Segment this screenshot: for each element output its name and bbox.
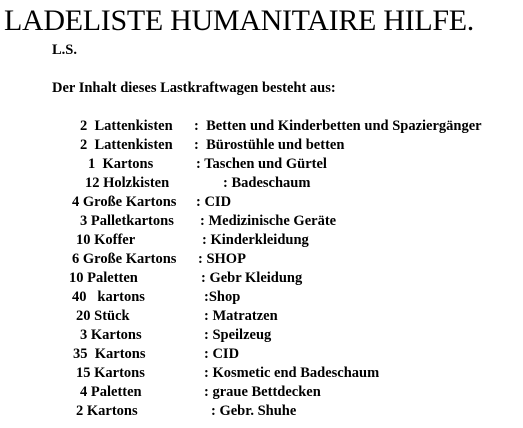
item-quantity: 2 Kartons (76, 403, 138, 419)
list-item (0, 117, 523, 136)
item-quantity: 3 Kartons (80, 327, 142, 343)
list-item (0, 155, 523, 174)
list-item (0, 174, 523, 193)
document-title: LADELISTE HUMANITAIRE HILFE. (4, 4, 474, 37)
item-quantity: 10 Paletten (69, 270, 138, 286)
intro-text: Der Inhalt dieses Lastkraftwagen besteht aus: (52, 80, 336, 96)
item-quantity: 15 Kartons (76, 365, 145, 381)
item-description: : Gebr Kleidung (201, 270, 303, 286)
item-description: : CID (196, 194, 232, 210)
list-item (0, 307, 523, 326)
list-item (0, 383, 523, 402)
initials: L.S. (52, 42, 77, 58)
item-description: : Betten und Kinderbetten und Spaziergänger (194, 118, 482, 134)
list-item (0, 269, 523, 288)
list-item (0, 345, 523, 364)
cargo-list (0, 117, 523, 421)
list-item (0, 326, 523, 345)
list-item (0, 193, 523, 212)
item-description: : Kosmetic end Badeschaum (204, 365, 380, 381)
item-description: : Matratzen (204, 308, 278, 324)
item-description: : graue Bettdecken (204, 384, 321, 400)
item-quantity: 12 Holzkisten (85, 175, 170, 191)
item-description: : Badeschaum (223, 175, 311, 191)
item-quantity: 10 Koffer (76, 232, 136, 248)
item-quantity: 40 kartons (72, 289, 145, 305)
item-quantity: 4 Paletten (80, 384, 142, 400)
list-item (0, 402, 523, 421)
list-item (0, 212, 523, 231)
item-quantity: 4 Große Kartons (72, 194, 177, 210)
item-quantity: 3 Palletkartons (80, 213, 174, 229)
item-description: : CID (204, 346, 240, 362)
item-description: : Medizinische Geräte (200, 213, 337, 229)
item-description: : Gebr. Shuhe (211, 403, 297, 419)
item-description: : Bürostühle und betten (194, 137, 345, 153)
item-quantity: 20 Stück (76, 308, 130, 324)
item-quantity: 35 Kartons (73, 346, 146, 362)
list-item (0, 288, 523, 307)
list-item (0, 136, 523, 155)
item-quantity: 6 Große Kartons (72, 251, 177, 267)
list-item (0, 231, 523, 250)
item-description: : Speilzeug (204, 327, 272, 343)
item-quantity: 1 Kartons (88, 156, 154, 172)
item-description: : SHOP (198, 251, 246, 267)
list-item (0, 250, 523, 269)
item-description: : Taschen und Gürtel (196, 156, 327, 172)
item-quantity: 2 Lattenkisten (80, 137, 173, 153)
item-description: :Shop (204, 289, 241, 305)
list-item (0, 364, 523, 383)
item-quantity: 2 Lattenkisten (80, 118, 173, 134)
item-description: : Kinderkleidung (202, 232, 309, 248)
